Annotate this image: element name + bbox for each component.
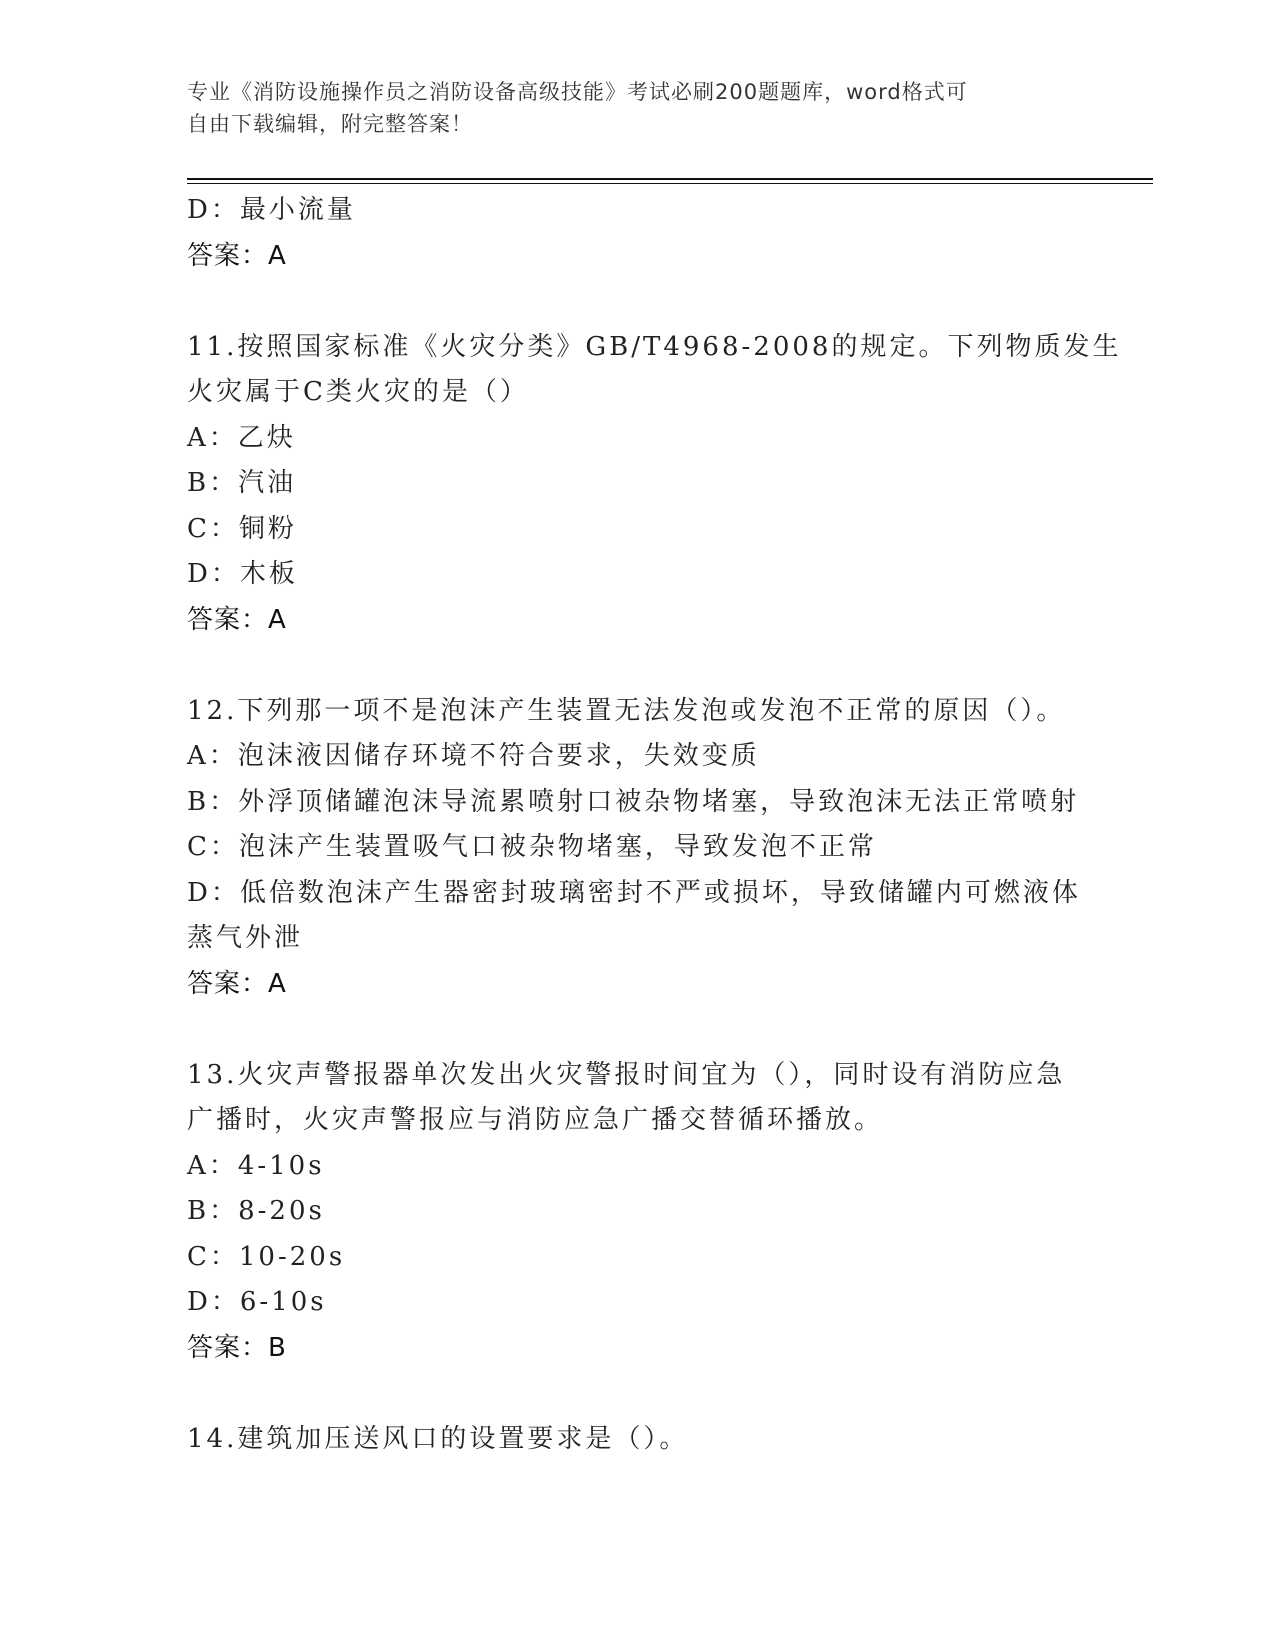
option-b: B：8-20s	[187, 1196, 325, 1226]
question-stem: 14.建筑加压送风口的设置要求是（）。	[187, 1423, 689, 1454]
question-stem: 11.按照国家标准《火灾分类》GB/T4968-2008的规定。下列物质发生	[187, 331, 1122, 362]
option-d: D：最小流量	[187, 195, 356, 225]
option-d: D：低倍数泡沫产生器密封玻璃密封不严或损坏，导致储罐内可燃液体	[187, 877, 1081, 908]
header-divider-thin	[187, 183, 1153, 184]
answer: 答案：B	[187, 1332, 287, 1363]
option-c: C：铜粉	[187, 513, 297, 544]
question-12	[187, 689, 1087, 1008]
answer: 答案：A	[187, 240, 287, 271]
option-a: A：乙炔	[187, 422, 296, 453]
question-stem-cont: 火灾属于C类火灾的是（）	[187, 377, 529, 407]
option-c: C：10-20s	[187, 1241, 346, 1272]
header-divider-thick	[187, 178, 1153, 180]
document-header	[187, 76, 1067, 140]
option-b: B：汽油	[187, 468, 297, 498]
option-d-cont: 蒸气外泄	[187, 923, 304, 953]
question-list	[187, 188, 1122, 1462]
option-d: D：木板	[187, 559, 298, 589]
answer: 答案：A	[187, 604, 287, 635]
option-a: A：泡沫液因储存环境不符合要求，失效变质	[187, 741, 760, 771]
option-d: D：6-10s	[187, 1287, 327, 1317]
question-13	[187, 1053, 1087, 1372]
question-stem-cont: 广播时，火灾声警报应与消防应急广播交替循环播放。	[187, 1105, 884, 1135]
question-11	[187, 325, 1122, 644]
question-stem: 13.火灾声警报器单次发出火灾警报时间宜为（），同时设有消防应急	[187, 1059, 1066, 1090]
option-c: C：泡沫产生装置吸气口被杂物堵塞，导致发泡不正常	[187, 832, 877, 862]
question-14	[187, 1417, 1087, 1463]
option-b: B：外浮顶储罐泡沫导流累喷射口被杂物堵塞，导致泡沫无法正常喷射	[187, 786, 1080, 817]
question-stem: 12.下列那一项不是泡沫产生装置无法发泡或发泡不正常的原因（）。	[187, 695, 1066, 726]
header-line-1: 专业《消防设施操作员之消防设备高级技能》考试必刷200题题库，word格式可	[187, 80, 968, 104]
option-a: A：4-10s	[187, 1150, 325, 1181]
header-line-2: 自由下载编辑，附完整答案！	[187, 112, 473, 136]
answer: 答案：A	[187, 968, 287, 999]
question-10-tail	[187, 188, 1087, 279]
